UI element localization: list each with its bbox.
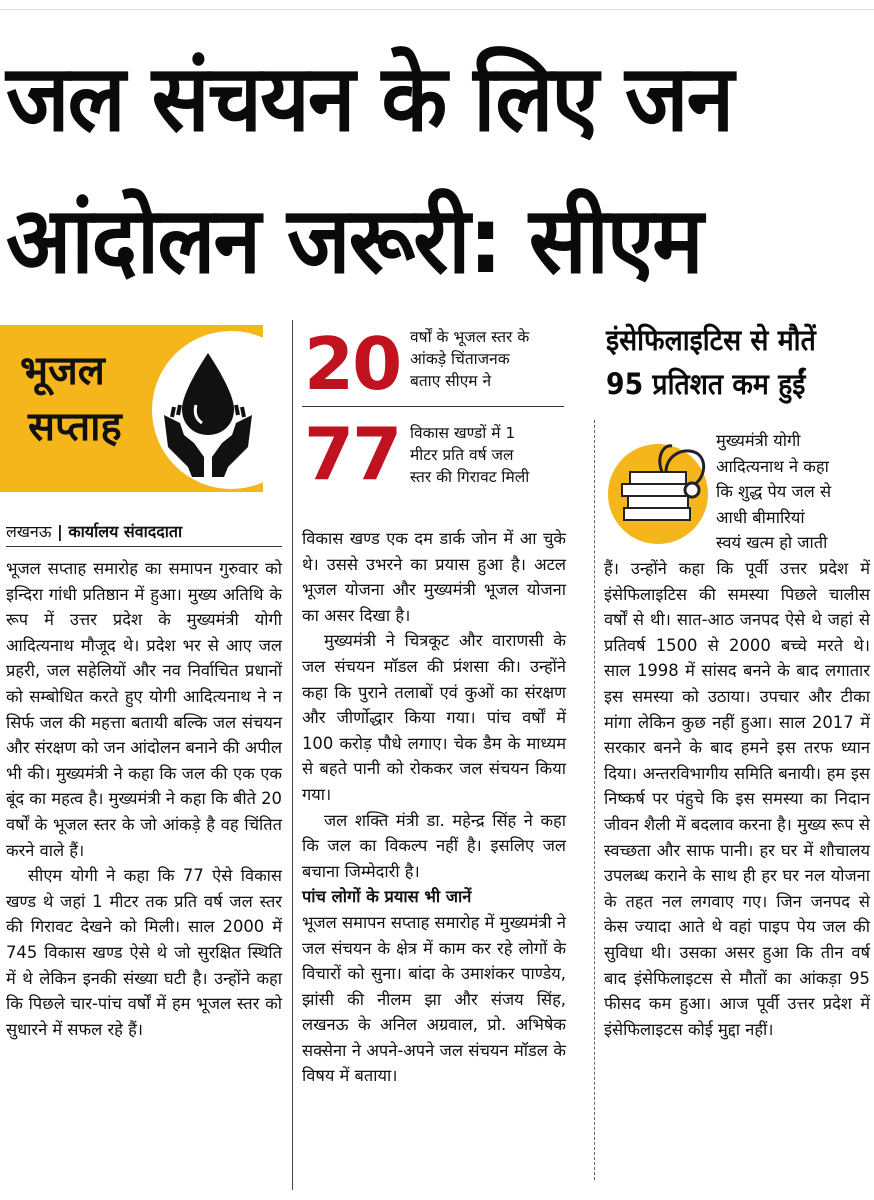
- badge-line-2: सप्ताह: [28, 404, 122, 450]
- subheading: पांच लोगों के प्रयास भी जानें: [302, 887, 472, 907]
- paragraph: मुख्यमंत्री ने चित्रकूट और वाराणसी के जल संचयन मॉडल की प्रंशसा की। उन्होंने कहा कि पुराने तलाबों एवं कुओं का संरक्षण और जीर्णोद्धार किया गया। पांच वर्षों में 100 करोड़ पौधे लगाए। चेक डैम के माध्यम से बहते पानी को रोककर जल संचयन किया गया।: [302, 631, 566, 804]
- badge-text: [20, 343, 150, 455]
- wrap-line: स्वयं खत्म हो जाती: [716, 533, 828, 553]
- byline-place: लखनऊ: [6, 522, 52, 541]
- byline: [6, 520, 281, 544]
- stat-number: 20: [304, 322, 401, 406]
- encephalitis-heading-line-2: 95 प्रतिशत कम हुईं: [606, 367, 806, 401]
- article-column-1: [6, 556, 282, 1042]
- byline-separator: |: [51, 522, 69, 541]
- paragraph: हैं। उन्होंने कहा कि पूर्वी उत्तर प्रदेश में इंसेफिलाइटिस की समस्या पिछले चालीस वर्षों से थी। सात-आठ जनपद ऐसे थे जहां से प्रतिवर्ष 1500 से 2000 बच्चे मरते थे। साल 1998 में सांसद बनने के बाद लगातार इस समस्या को उठाया। उपचार और टीका मांगा लेकिन कुछ नहीं हुआ। साल 2017 में सरकार बनने के बाद हमने इस तरफ ध्यान दिया। अन्तरविभागीय समिति बनायी। हम इस निष्कर्ष पर पंहुचे कि इस समस्या का निदान जीवन शैली में बदलाव करना है। मुख्य रूप से स्वच्छता और साफ पानी। हर घर में शौचालय उपलब्ध कराने के साथ ही हर घर नल योजना के तहत नल लगवाए गए। जिन जनपद से केस ज्यादा आते थे वहां पाइप पेय जल की सुविधा थी। उसका असर हुआ कि तीन वर्ष बाद इंसेफिलाइटस से मौतों का आंकड़ा 95 फीसद कम हुआ। आज पूर्वी उत्तर प्रदेश में इंसेफिलाइटस कोई मुद्दा नहीं।: [604, 559, 870, 1039]
- stat-text-line: स्तर की गिरावट मिली: [410, 468, 530, 486]
- badge-line-1: भूजल: [20, 348, 105, 394]
- stethoscope-books-icon: [606, 434, 718, 554]
- byline-rule: [6, 546, 282, 547]
- column-divider: [594, 420, 595, 1180]
- encephalitis-heading: [606, 318, 847, 406]
- stat-text: [410, 422, 529, 488]
- encephalitis-heading-line-1: इंसेफिलाइटिस से मौतें: [606, 323, 816, 357]
- wrap-line: मुख्यमंत्री योगी: [716, 431, 801, 450]
- paragraph: जल शक्ति मंत्री डा. महेन्द्र सिंह ने कहा कि जल का विकल्प नहीं है। इसलिए जल बचाना जिम्मेदारी है।: [302, 810, 566, 881]
- headline-line-2: आंदोलन जरूरी: सीएम: [6, 187, 702, 294]
- stat-divider: [302, 406, 564, 407]
- wrap-line: कि शुद्ध पेय जल से: [716, 482, 832, 502]
- wrap-line: आदित्यनाथ ने कहा: [716, 456, 829, 476]
- stat-text-line: आंकड़े चिंताजनक: [410, 350, 510, 368]
- column-divider: [292, 320, 293, 1190]
- article-column-3: [604, 556, 870, 1042]
- paragraph: विकास खण्ड एक दम डार्क जोन में आ चुके थे। उससे उभरने का प्रयास हुआ है। अटल भूजल योजना और मुख्यमंत्री भूजल योजना का असर दिखा है।: [302, 529, 566, 625]
- stat-text-line: मीटर प्रति वर्ष जल: [410, 446, 514, 464]
- byline-reporter: कार्यालय संवाददाता: [68, 522, 183, 541]
- wrap-line: आधी बीमारियां: [716, 507, 805, 527]
- article-column-2: [302, 526, 566, 1089]
- stat-number: 77: [304, 412, 401, 496]
- headline-line-1: जल संचयन के लिए जन: [6, 45, 733, 152]
- stat-text-line: वर्षों के भूजल स्तर के: [410, 328, 530, 346]
- stat-text: [410, 326, 529, 392]
- paragraph: भूजल सप्ताह समारोह का समापन गुरुवार को इन्दिरा गांधी प्रतिष्ठान में हुआ। मुख्य अतिथि के रूप में उत्तर प्रदेश के मुख्यमंत्री योगी आदित्यनाथ मौजूद थे। प्रदेश भर से आए जल प्रहरी, जल सहेलियों और नव निर्वाचित प्रधानों को सम्बोधित करते हुए योगी आदित्यनाथ ने न सिर्फ जल की महत्ता बतायी बल्कि जल संचयन और संरक्षण को जन आंदोलन बनाने की अपील भी की। मुख्यमंत्री ने कहा कि जल की एक एक बूंद का महत्व है। मुख्यमंत्री ने कहा कि बीते 20 वर्षों के भूजल स्तर के जो आंकड़े है वह चिंतित करने वाले हैं।: [6, 559, 282, 860]
- paragraph: सीएम योगी ने कहा कि 77 ऐसे विकास खण्ड थे जहां 1 मीटर तक प्रति वर्ष जल स्तर की गिरावट देखने को मिली। साल 2000 में 745 विकास खण्ड ऐसे थे जो सुरक्षित स्थिति में थे लेकिन इनकी संख्या घटी है। उन्होंने कहा कि पिछले चार-पांच वर्षों में हम भूजल स्तर को सुधारने में सफल रहे हैं।: [6, 866, 282, 1039]
- stat-text-line: विकास खण्डों में 1: [410, 424, 516, 442]
- water-drop-hands-icon: [158, 345, 258, 480]
- wrap-lines: [716, 428, 870, 556]
- paragraph: भूजल समापन सप्ताह समारोह में मुख्यमंत्री ने जल संचयन के क्षेत्र में काम कर रहे लोगों के विचारों को सुना। बांदा के उमाशंकर पाण्डेय, झांसी की नीलम झा और संजय सिंह, लखनऊ के अनिल अग्रवाल, प्रो. अभिषेक सक्सेना ने अपने-अपने जल संचयन मॉडल के विषय में बताया।: [302, 912, 566, 1086]
- headline: [6, 28, 808, 312]
- top-rule: [0, 0, 874, 10]
- bhujal-saptah-badge: [0, 325, 263, 492]
- stat-text-line: बताए सीएम ने: [410, 372, 492, 390]
